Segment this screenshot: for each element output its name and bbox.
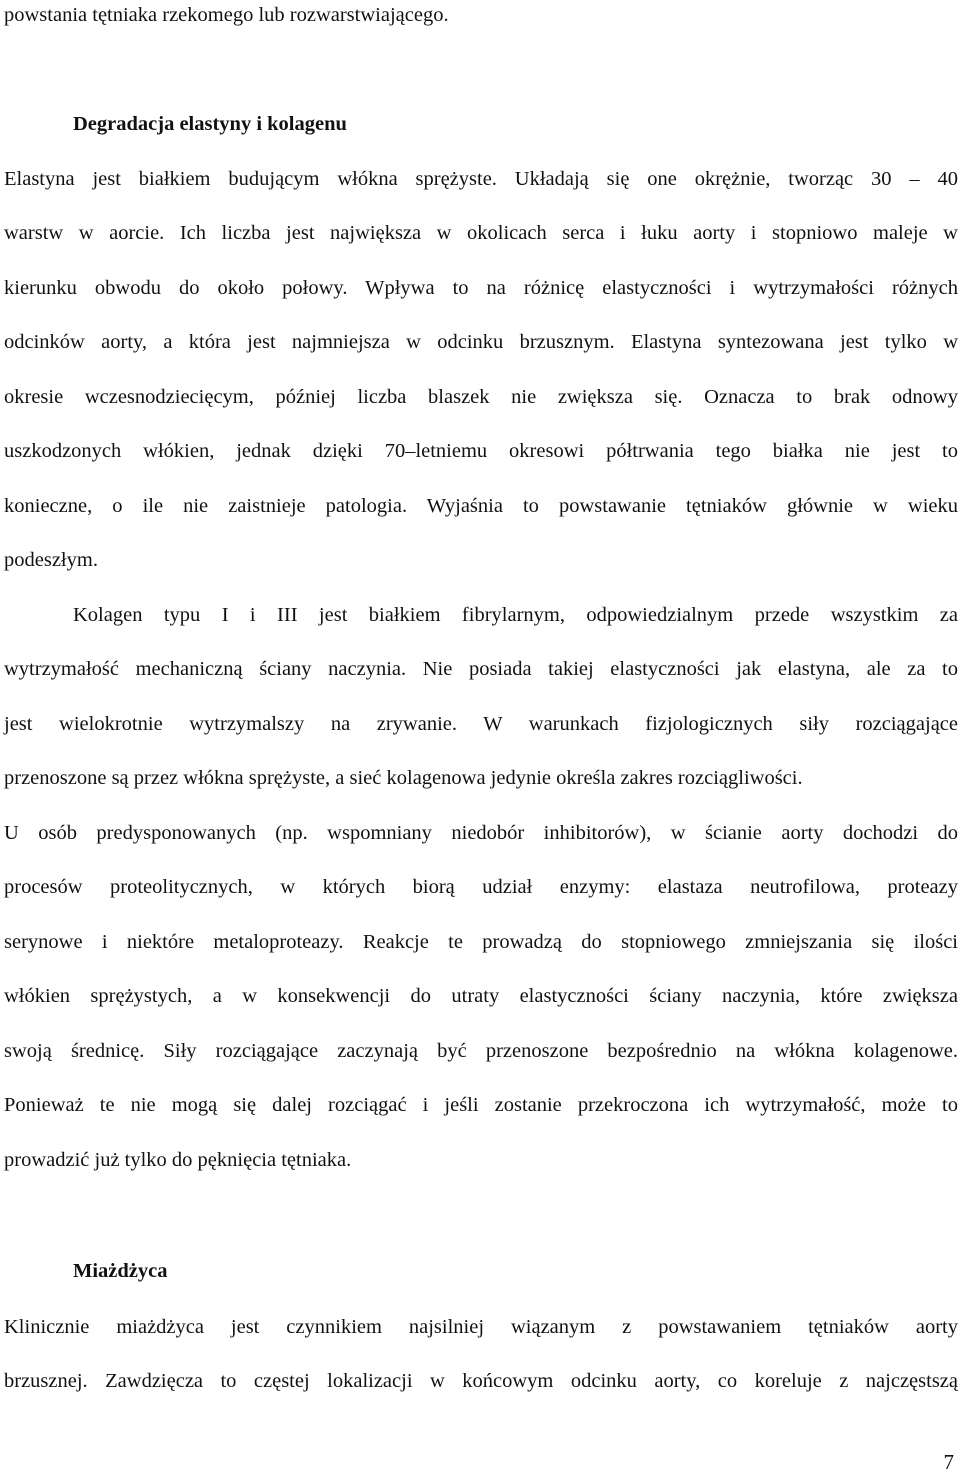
paragraph-line: prowadzić już tylko do pęknięcia tętniaka. xyxy=(4,1149,352,1171)
paragraph-line: jest wielokrotnie wytrzymalszy na zrywanie. W warunkach fizjologicznych siły rozciągające xyxy=(4,713,958,735)
section-heading-degradacja: Degradacja elastyny i kolagenu xyxy=(73,113,347,135)
paragraph-line: powstania tętniaka rzekomego lub rozwarstwiającego. xyxy=(4,4,449,26)
paragraph-line: uszkodzonych włókien, jednak dzięki 70–letniemu okresowi półtrwania tego białka nie jest to xyxy=(4,440,958,462)
paragraph-line: Elastyna jest białkiem budującym włókna sprężyste. Układają się one okrężnie, tworząc 30 – 40 xyxy=(4,168,958,190)
paragraph-line: Ponieważ te nie mogą się dalej rozciągać i jeśli zostanie przekroczona ich wytrzymałość, może to xyxy=(4,1094,958,1116)
paragraph-line: włókien sprężystych, a w konsekwencji do utraty elastyczności ściany naczynia, które zwiększa xyxy=(4,985,958,1007)
paragraph-line: wytrzymałość mechaniczną ściany naczynia. Nie posiada takiej elastyczności jak elastyna, ale za to xyxy=(4,658,958,680)
paragraph-line: podeszłym. xyxy=(4,549,98,571)
paragraph-line: kierunku obwodu do około połowy. Wpływa to na różnicę elastyczności i wytrzymałości różnych xyxy=(4,277,958,299)
page-number: 7 xyxy=(943,1450,954,1474)
paragraph-line: U osób predysponowanych (np. wspomniany niedobór inhibitorów), w ścianie aorty dochodzi do xyxy=(4,822,958,844)
paragraph-line: procesów proteolitycznych, w których biorą udział enzymy: elastaza neutrofilowa, proteazy xyxy=(4,876,958,898)
paragraph-line: Kolagen typu I i III jest białkiem fibrylarnym, odpowiedzialnym przede wszystkim za xyxy=(73,604,958,626)
paragraph-line: swoją średnicę. Siły rozciągające zaczynają być przenoszone bezpośrednio na włókna kolagenowe. xyxy=(4,1040,958,1062)
paragraph-line: konieczne, o ile nie zaistnieje patologia. Wyjaśnia to powstawanie tętniaków głównie w wieku xyxy=(4,495,958,517)
section-heading-miazdzyca: Miażdżyca xyxy=(73,1260,168,1282)
paragraph-line: Klinicznie miażdżyca jest czynnikiem najsilniej wiązanym z powstawaniem tętniaków aorty xyxy=(4,1316,958,1338)
paragraph-line: okresie wczesnodziecięcym, później liczba blaszek nie zwiększa się. Oznacza to brak odnowy xyxy=(4,386,958,408)
paragraph-line: brzusznej. Zawdzięcza to częstej lokalizacji w końcowym odcinku aorty, co koreluje z najczęstszą xyxy=(4,1370,958,1392)
paragraph-line: serynowe i niektóre metaloproteazy. Reakcje te prowadzą do stopniowego zmniejszania się ilości xyxy=(4,931,958,953)
paragraph-line: przenoszone są przez włókna sprężyste, a sieć kolagenowa jedynie określa zakres rozciągliwości. xyxy=(4,767,803,789)
paragraph-line: warstw w aorcie. Ich liczba jest największa w okolicach serca i łuku aorty i stopniowo maleje w xyxy=(4,222,958,244)
paragraph-line: odcinków aorty, a która jest najmniejsza w odcinku brzusznym. Elastyna syntezowana jest tylko w xyxy=(4,331,958,353)
